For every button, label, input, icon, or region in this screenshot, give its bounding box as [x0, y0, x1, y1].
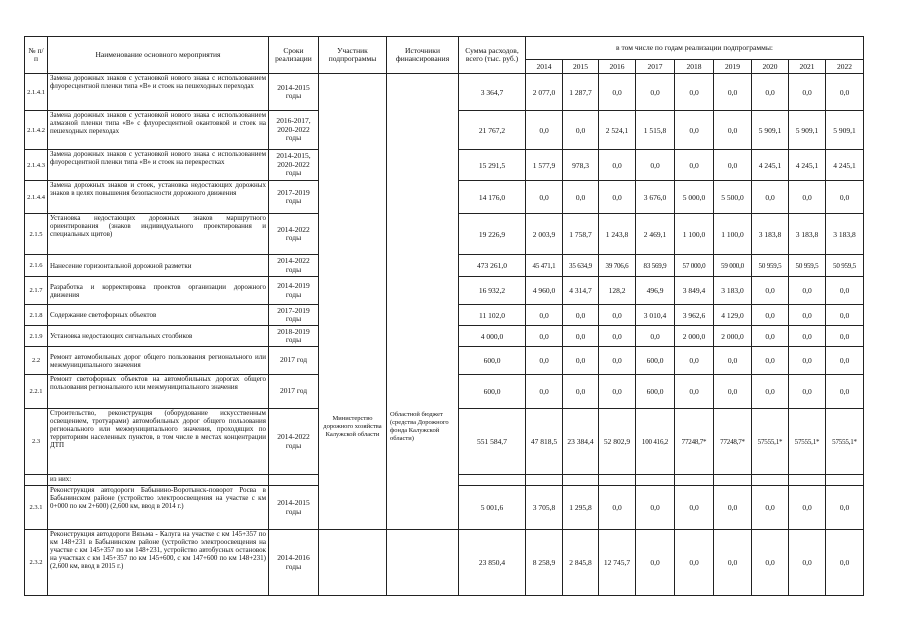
value-cell: 0,0 — [714, 530, 752, 596]
value-cell: 0,0 — [826, 74, 864, 111]
value-cell: 0,0 — [675, 74, 714, 111]
value-cell: 0,0 — [752, 74, 789, 111]
value-cell: 23 384,4 — [563, 409, 599, 475]
value-cell: 3 705,8 — [526, 486, 563, 530]
value-cell: 2 845,8 — [563, 530, 599, 596]
value-cell: 600,0 — [636, 347, 675, 375]
value-cell: 0,0 — [826, 326, 864, 347]
value-cell: 0,0 — [826, 375, 864, 409]
value-cell: 2 003,9 — [526, 214, 563, 255]
header-total: Сумма расходов, всего (тыс. руб.) — [459, 37, 526, 74]
value-cell: 0,0 — [599, 150, 636, 181]
row-num: 2.1.8 — [25, 305, 48, 326]
row-participant — [319, 74, 387, 530]
row-name: Нанесение горизонтальной дорожной разметки — [48, 255, 269, 277]
value-cell: 59 000,0 — [714, 255, 752, 277]
row-num: 2.1.4.3 — [25, 150, 48, 181]
row-num: 2.2 — [25, 347, 48, 375]
value-cell: 0,0 — [526, 326, 563, 347]
value-cell: 0,0 — [526, 305, 563, 326]
value-cell: 100 416,2 — [636, 409, 675, 475]
row-num: 2.1.6 — [25, 255, 48, 277]
value-cell: 0,0 — [599, 326, 636, 347]
row-period: 2014-2022 годы — [269, 255, 319, 277]
value-cell: 4 245,1 — [826, 150, 864, 181]
row-total: 600,0 — [459, 375, 526, 409]
row-period: 2014-2016 годы — [269, 530, 319, 596]
value-cell — [752, 475, 789, 486]
source-text: Областной бюджет (средства Дорожного фонда Калужской области) — [390, 410, 449, 442]
value-cell — [563, 475, 599, 486]
row-name: Реконструкция автодороги Бабынино-Воротынск-поворот Росва в Бабынинском районе (устройство электроосвещения на участке с км 0+000 по км 2+600) (2,600 км, ввод в 2014 г.) — [48, 486, 269, 530]
value-cell: 496,9 — [636, 277, 675, 305]
row-total: 14 176,0 — [459, 181, 526, 214]
row-total: 21 767,2 — [459, 111, 526, 150]
value-cell: 0,0 — [599, 74, 636, 111]
row-total: 551 584,7 — [459, 409, 526, 475]
row-period: 2014-2022 годы — [269, 214, 319, 255]
value-cell: 0,0 — [599, 375, 636, 409]
value-cell: 50 959,5 — [789, 255, 826, 277]
row-name: Строительство, реконструкция (оборудование искусственным освещением, тротуарами) автомобильных дорог общего пользования регионального или межмуниципального значения, проходящих по территориям населенных пунктов, в том числе в местах концентрации ДТП — [48, 409, 269, 475]
value-cell: 0,0 — [636, 150, 675, 181]
value-cell: 0,0 — [526, 375, 563, 409]
row-num: 2.1.4.2 — [25, 111, 48, 150]
value-cell: 0,0 — [636, 486, 675, 530]
value-cell: 0,0 — [714, 150, 752, 181]
row-name: Замена дорожных знаков с установкой нового знака с использованием алмазной пленки типа «В» с флуоресцентной окантовкой и стоек на пешеходных переходах — [48, 111, 269, 150]
value-cell: 0,0 — [636, 530, 675, 596]
value-cell: 35 634,9 — [563, 255, 599, 277]
value-cell: 2 077,0 — [526, 74, 563, 111]
row-period: 2016-2017, 2020-2022 годы — [269, 111, 319, 150]
value-cell — [526, 475, 563, 486]
year-header: 2017 — [636, 60, 675, 74]
value-cell: 0,0 — [563, 305, 599, 326]
value-cell: 12 745,7 — [599, 530, 636, 596]
value-cell: 0,0 — [789, 347, 826, 375]
year-header: 2015 — [563, 60, 599, 74]
value-cell: 4 960,0 — [526, 277, 563, 305]
row-num: 2.1.4.1 — [25, 74, 48, 111]
row-total: 19 226,9 — [459, 214, 526, 255]
value-cell: 1 100,0 — [675, 214, 714, 255]
row-total: 3 364,7 — [459, 74, 526, 111]
value-cell: 0,0 — [789, 486, 826, 530]
value-cell: 0,0 — [789, 375, 826, 409]
value-cell: 5 000,0 — [675, 181, 714, 214]
value-cell: 0,0 — [789, 326, 826, 347]
value-cell: 0,0 — [826, 181, 864, 214]
value-cell: 0,0 — [714, 486, 752, 530]
row-num: 2.1.7 — [25, 277, 48, 305]
value-cell: 0,0 — [526, 181, 563, 214]
value-cell: 0,0 — [789, 181, 826, 214]
value-cell: 1 515,8 — [636, 111, 675, 150]
value-cell: 0,0 — [563, 111, 599, 150]
value-cell: 0,0 — [675, 530, 714, 596]
row-num: 2.3.2 — [25, 530, 48, 596]
value-cell: 57555,1* — [789, 409, 826, 475]
value-cell: 1 758,7 — [563, 214, 599, 255]
value-cell: 8 258,9 — [526, 530, 563, 596]
value-cell: 1 577,9 — [526, 150, 563, 181]
value-cell: 5 909,1 — [752, 111, 789, 150]
value-cell: 47 818,5 — [526, 409, 563, 475]
header-by-years: в том числе по годам реализации подпрограммы: — [526, 37, 864, 60]
value-cell: 4 245,1 — [752, 150, 789, 181]
value-cell: 3 676,0 — [636, 181, 675, 214]
value-cell: 57555,1* — [752, 409, 789, 475]
value-cell — [714, 475, 752, 486]
row-num: 2.1.5 — [25, 214, 48, 255]
header-name: Наименование основного мероприятия — [48, 37, 269, 74]
value-cell: 3 010,4 — [636, 305, 675, 326]
value-cell: 5 500,0 — [714, 181, 752, 214]
value-cell: 0,0 — [752, 305, 789, 326]
value-cell: 83 569,9 — [636, 255, 675, 277]
value-cell: 0,0 — [563, 326, 599, 347]
value-cell: 0,0 — [563, 181, 599, 214]
value-cell: 0,0 — [675, 111, 714, 150]
value-cell: 0,0 — [752, 277, 789, 305]
value-cell: 0,0 — [714, 74, 752, 111]
row-period: 2014-2019 годы — [269, 277, 319, 305]
year-header: 2014 — [526, 60, 563, 74]
value-cell: 0,0 — [826, 305, 864, 326]
row-total: 5 001,6 — [459, 486, 526, 530]
value-cell: 77248,7* — [675, 409, 714, 475]
value-cell: 2 524,1 — [599, 111, 636, 150]
value-cell: 1 295,8 — [563, 486, 599, 530]
row-period: 2017 год — [269, 347, 319, 375]
value-cell: 0,0 — [826, 347, 864, 375]
value-cell: 77248,7* — [714, 409, 752, 475]
value-cell: 3 183,8 — [826, 214, 864, 255]
header-period: Сроки реализации — [269, 37, 319, 74]
row-period: 2017 год — [269, 375, 319, 409]
value-cell: 0,0 — [675, 347, 714, 375]
value-cell: 0,0 — [752, 181, 789, 214]
value-cell: 45 471,1 — [526, 255, 563, 277]
value-cell: 978,3 — [563, 150, 599, 181]
row-total — [459, 475, 526, 486]
value-cell: 0,0 — [789, 530, 826, 596]
value-cell: 50 959,5 — [826, 255, 864, 277]
year-header: 2018 — [675, 60, 714, 74]
value-cell: 0,0 — [789, 74, 826, 111]
table-row — [25, 530, 864, 596]
value-cell: 0,0 — [826, 486, 864, 530]
value-cell: 0,0 — [789, 277, 826, 305]
value-cell: 1 100,0 — [714, 214, 752, 255]
value-cell: 128,2 — [599, 277, 636, 305]
value-cell: 2 469,1 — [636, 214, 675, 255]
value-cell: 0,0 — [636, 326, 675, 347]
value-cell: 4 314,7 — [563, 277, 599, 305]
participant-text: Министерство дорожного хозяйства Калужской области — [323, 414, 382, 438]
year-header: 2019 — [714, 60, 752, 74]
value-cell: 0,0 — [675, 150, 714, 181]
row-num: 2.3 — [25, 409, 48, 475]
value-cell: 0,0 — [599, 305, 636, 326]
year-header: 2021 — [789, 60, 826, 74]
row-name: Разработка и корректировка проектов организации дорожного движения — [48, 277, 269, 305]
value-cell: 57 000,0 — [675, 255, 714, 277]
row-participant — [319, 530, 387, 596]
row-name: Установка недостающих сигнальных столбиков — [48, 326, 269, 347]
value-cell: 0,0 — [636, 74, 675, 111]
value-cell: 0,0 — [526, 347, 563, 375]
row-period: 2014-2022 годы — [269, 409, 319, 475]
value-cell: 0,0 — [526, 111, 563, 150]
header-num: № п/п — [25, 37, 48, 74]
value-cell: 3 849,4 — [675, 277, 714, 305]
header-participant: Участник подпрограммы — [319, 37, 387, 74]
value-cell: 0,0 — [752, 530, 789, 596]
value-cell — [826, 475, 864, 486]
value-cell: 52 802,9 — [599, 409, 636, 475]
value-cell: 5 909,1 — [826, 111, 864, 150]
row-total: 23 850,4 — [459, 530, 526, 596]
year-header: 2022 — [826, 60, 864, 74]
value-cell: 5 909,1 — [789, 111, 826, 150]
row-name: Замена дорожных знаков с установкой нового знака с использованием флуоресцентной пленки типа «В» и стоек на перекрестках — [48, 150, 269, 181]
row-total: 600,0 — [459, 347, 526, 375]
row-num — [25, 475, 48, 486]
value-cell: 0,0 — [675, 375, 714, 409]
value-cell: 50 959,5 — [752, 255, 789, 277]
value-cell: 0,0 — [826, 530, 864, 596]
year-header: 2016 — [599, 60, 636, 74]
value-cell: 0,0 — [714, 347, 752, 375]
row-num: 2.2.1 — [25, 375, 48, 409]
value-cell: 2 000,0 — [714, 326, 752, 347]
row-period: 2017-2019 годы — [269, 305, 319, 326]
value-cell — [789, 475, 826, 486]
row-source — [387, 74, 459, 530]
value-cell: 0,0 — [752, 375, 789, 409]
value-cell: 3 183,8 — [752, 214, 789, 255]
value-cell: 4 129,0 — [714, 305, 752, 326]
value-cell: 0,0 — [599, 181, 636, 214]
value-cell: 2 000,0 — [675, 326, 714, 347]
row-name: Замена дорожных знаков и стоек, установка недостающих дорожных знаков в целях повышения безопасности дорожного движения — [48, 181, 269, 214]
value-cell: 3 183,8 — [789, 214, 826, 255]
value-cell: 0,0 — [826, 277, 864, 305]
program-table — [24, 36, 864, 596]
value-cell: 0,0 — [714, 111, 752, 150]
table-row — [25, 74, 864, 111]
row-num: 2.3.1 — [25, 486, 48, 530]
year-header: 2020 — [752, 60, 789, 74]
row-total: 15 291,5 — [459, 150, 526, 181]
row-num: 2.1.4.4 — [25, 181, 48, 214]
row-source — [387, 530, 459, 596]
value-cell: 1 243,8 — [599, 214, 636, 255]
value-cell: 0,0 — [599, 486, 636, 530]
value-cell: 0,0 — [714, 375, 752, 409]
value-cell — [636, 475, 675, 486]
value-cell: 1 287,7 — [563, 74, 599, 111]
value-cell: 0,0 — [789, 305, 826, 326]
value-cell: 0,0 — [563, 375, 599, 409]
header-source: Источники финансирования — [387, 37, 459, 74]
value-cell: 3 962,6 — [675, 305, 714, 326]
value-cell: 0,0 — [675, 486, 714, 530]
value-cell — [599, 475, 636, 486]
row-total: 4 000,0 — [459, 326, 526, 347]
row-period: 2014-2015 годы — [269, 74, 319, 111]
row-num: 2.1.9 — [25, 326, 48, 347]
row-name: Реконструкция автодороги Вязьма - Калуга на участке с км 145+357 по км 148+231 в Бабынинском районе (устройство электроосвещения на участке с км 145+357 по км 148+231, устройство автобусных остановок на участках с км 145+357 по км 145+600, с км 147+600 по км 148+231) (2,600 км, ввод в 2015 г.) — [48, 530, 269, 596]
value-cell — [675, 475, 714, 486]
value-cell: 0,0 — [752, 326, 789, 347]
row-total: 473 261,0 — [459, 255, 526, 277]
row-name: Ремонт автомобильных дорог общего пользования регионального или межмуниципального значения — [48, 347, 269, 375]
row-name: Ремонт светофорных объектов на автомобильных дорогах общего пользования регионального или межмуниципального значения — [48, 375, 269, 409]
row-period: 2017-2019 годы — [269, 181, 319, 214]
row-period: 2018-2019 годы — [269, 326, 319, 347]
row-period — [269, 475, 319, 486]
value-cell: 600,0 — [636, 375, 675, 409]
row-name: Содержание светофорных объектов — [48, 305, 269, 326]
value-cell: 0,0 — [752, 347, 789, 375]
row-name: Установка недостающих дорожных знаков маршрутного ориентирования (знаков индивидуального проектирования и специальных щитов) — [48, 214, 269, 255]
value-cell: 0,0 — [563, 347, 599, 375]
row-name: Замена дорожных знаков с установкой нового знака с использованием флуоресцентной пленки типа «В» и стоек на пешеходных переходах — [48, 74, 269, 111]
row-name: из них: — [48, 475, 269, 486]
value-cell: 0,0 — [599, 347, 636, 375]
value-cell: 39 706,6 — [599, 255, 636, 277]
row-period: 2014-2015, 2020-2022 годы — [269, 150, 319, 181]
row-total: 11 102,0 — [459, 305, 526, 326]
value-cell: 57555,1* — [826, 409, 864, 475]
value-cell: 0,0 — [752, 486, 789, 530]
row-total: 16 932,2 — [459, 277, 526, 305]
value-cell: 4 245,1 — [789, 150, 826, 181]
value-cell: 3 183,0 — [714, 277, 752, 305]
row-period: 2014-2015 годы — [269, 486, 319, 530]
